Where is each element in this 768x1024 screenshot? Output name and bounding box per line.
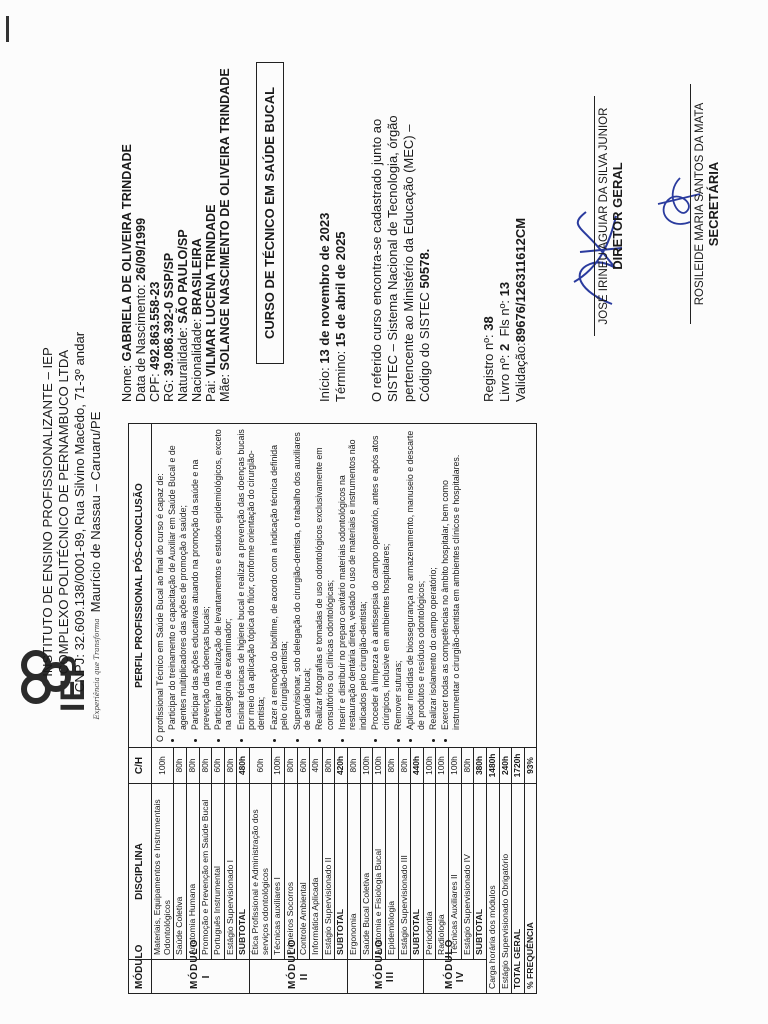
registro-label: Registro nº: <box>481 330 496 402</box>
birth-value: 26/09/1999 <box>134 217 148 281</box>
subtotal-value: 380h <box>474 748 487 784</box>
hours-cell: 40h <box>310 748 323 784</box>
nationality-label: Nacionalidade: <box>190 315 204 402</box>
hours-cell: 80h <box>284 748 297 784</box>
sistec-line-4 <box>418 249 432 402</box>
hours-cell: 100h <box>436 748 449 784</box>
total-value: 1720h <box>512 748 525 784</box>
registry-book <box>498 282 512 402</box>
cpf-value: 492.863.558-23 <box>148 281 162 370</box>
subtotal-label: SUBTOTAL <box>411 784 424 960</box>
discipline-cell: Português Instrumental <box>212 784 225 960</box>
course-title-box: CURSO DE TÉCNICO EM SAÚDE BUCAL <box>256 62 284 364</box>
profile-list <box>167 429 461 742</box>
name-label: Nome: <box>120 361 134 402</box>
subtotal-label: SUBTOTAL <box>237 784 250 960</box>
profile-item: • Ensinar técnicas de higiene bucal e realizar a prevenção das doenças bucais por meio da aplicação tópica do flúor, conforme orientação do cirurgião-dentista; <box>236 429 267 730</box>
total-value: 93% <box>524 748 537 784</box>
punch-mark <box>6 16 9 42</box>
institution-address: CNPJ: 32.609.138/0001-89, Rua Silvino Macêdo, 71-3º andar <box>72 331 87 693</box>
discipline-cell: Periodontia <box>423 784 436 960</box>
rg-label: RG: <box>162 376 176 402</box>
discipline-cell: Estágio Supervisionado III <box>398 784 411 960</box>
subtotal-label: SUBTOTAL <box>474 784 487 960</box>
subtotal-value: 480h <box>237 748 250 784</box>
profile-item: • Inserir e distribuir no preparo cavitário materiais odontológicos na restauração dentária direta, vedado o uso de materiais e instrumentos não indicados pelo cirurgião-dentista; <box>337 429 368 730</box>
start-label: Início: <box>317 363 332 402</box>
institution-city: Maurício de Nassau – Caruaru/PE <box>88 411 103 613</box>
total-label: Estágio Supervisionado Obrigatório <box>499 784 512 994</box>
course-end <box>334 231 348 402</box>
hours-cell: 60h <box>250 748 272 784</box>
module-name: MÓDULO IV <box>423 960 486 994</box>
discipline-cell: Saúde Coletiva <box>174 784 187 960</box>
module-name: MÓDULO II <box>250 960 348 994</box>
header-hours: C/H <box>129 748 152 784</box>
livro-value: 2 <box>497 343 512 351</box>
hours-cell: 80h <box>174 748 187 784</box>
total-label: TOTAL GERAL <box>512 784 525 994</box>
header-module: MÓDULO <box>129 960 152 994</box>
student-rg <box>162 253 176 402</box>
header-discipline: DISCIPLINA <box>129 784 152 960</box>
start-value: 13 de novembro de 2023 <box>317 212 332 364</box>
registro-value: 38 <box>481 316 496 331</box>
hours-cell: 100h <box>373 748 386 784</box>
discipline-cell: Anatomia Humana <box>186 784 199 960</box>
table-header-row <box>129 424 152 994</box>
director-name: JOSÉ IRINEU AGUIAR DA SILVA JUNIOR <box>598 107 610 325</box>
header-profile: PERFIL PROFISSIONAL PÓS-CONCLUSÃO <box>129 424 152 748</box>
folha-label: Fls nº: <box>497 296 512 344</box>
course-start <box>318 213 332 402</box>
module-name: MÓDULO III <box>348 960 424 994</box>
livro-label: Livro nº: <box>497 351 512 402</box>
profile-item: • Realizar fotografias e tomadas de uso odontológicos exclusivamente em consultórios ou clínicas odontológicas; <box>314 429 335 730</box>
profile-item: • Exercer todas as competências no âmbito hospitalar, bem como instrumentar o cirurgião-dentista em ambientes clínicos e hospitalares. <box>440 429 461 730</box>
hours-cell: 60h <box>297 748 310 784</box>
director-signature-line <box>594 96 595 336</box>
sistec-code-value: 50578. <box>417 248 432 289</box>
curriculum-table <box>128 423 537 994</box>
student-birth <box>134 218 148 402</box>
profile-item: • Remover suturas; <box>393 429 403 730</box>
student-naturality <box>176 229 190 402</box>
discipline-cell: Ética Profissional e Administração dos serviços odontológicos <box>250 784 272 960</box>
end-value: 15 de abril de 2025 <box>333 231 348 348</box>
logo-wordmark: IEP <box>54 654 92 712</box>
hours-cell: 100h <box>423 748 436 784</box>
sistec-line-1: O referido curso encontra-se cadastrado junto ao <box>369 118 384 402</box>
discipline-cell: Técnicas auxiliares I <box>272 784 285 960</box>
discipline-cell: Controle Ambiental <box>297 784 310 960</box>
director-role-text: DIRETOR GERAL <box>610 162 625 270</box>
subtotal-label: SUBTOTAL <box>335 784 348 960</box>
naturality-value: SÃO PAULO/SP <box>176 229 190 324</box>
discipline-cell: Saúde Bucal Coletiva <box>360 784 373 960</box>
discipline-cell: Estágio Supervisionado I <box>224 784 237 960</box>
table-body <box>152 424 537 994</box>
father-label: Pai: <box>204 376 218 402</box>
discipline-cell: Radiologia <box>436 784 449 960</box>
discipline-cell: Materiais, Equipamentos e Instrumentais Odontológicos <box>152 784 174 960</box>
hours-cell: 100h <box>272 748 285 784</box>
mother-value: SOLANGE NASCIMENTO DE OLIVEIRA TRINDADE <box>218 68 232 371</box>
profile-item: • Realizar isolamento do campo operatório; <box>428 429 438 730</box>
naturality-label: Naturalidade: <box>176 323 190 402</box>
secretary-signature-line <box>690 84 691 324</box>
hours-cell: 80h <box>385 748 398 784</box>
institution-name: INSTITUTO DE ENSINO PROFISSIONALIZANTE – IEP <box>40 347 55 677</box>
discipline-cell: Ergonomia <box>348 784 361 960</box>
birth-label: Data de Nascimento: <box>134 280 148 402</box>
father-value: VILMAR LUCENA TRINDADE <box>204 204 218 377</box>
registry-number <box>482 316 496 402</box>
hours-cell: 80h <box>398 748 411 784</box>
secretary-name: ROSILEIDE MARIA SANTOS DA MATA <box>694 102 706 306</box>
table-row <box>152 424 174 994</box>
profile-item: • Participar das ações educativas atuando na promoção da saúde e na prevenção das doenças bucais; <box>190 429 211 730</box>
discipline-cell: Promoção e Prevenção em Saúde Bucal <box>199 784 212 960</box>
discipline-cell: Informática Aplicada <box>310 784 323 960</box>
nationality-value: BRASILEIRA <box>190 238 204 316</box>
institution-complex: COMPLEXO POLITÉCNICO DE PERNAMBUCO LTDA <box>56 349 71 675</box>
profile-intro: O profissional Técnico em Saúde Bucal ao final do curso é capaz de: <box>155 473 165 742</box>
profile-item: • Participar do treinamento e capacitação de Auxiliar em Saúde Bucal e de agentes multiplicadores das ações de promoção à saúde; <box>167 429 188 730</box>
end-label: Término: <box>333 347 348 402</box>
total-value: 1480h <box>486 748 499 784</box>
student-name <box>120 144 134 402</box>
secretary-role <box>707 84 722 324</box>
discipline-cell: Estágio Supervisionado II <box>322 784 335 960</box>
professional-profile <box>152 424 537 748</box>
hours-cell: 100h <box>152 748 174 784</box>
discipline-cell: Primeiros Socorros <box>284 784 297 960</box>
student-mother <box>218 68 232 402</box>
student-nationality <box>190 238 204 402</box>
sistec-line-2: SISTEC – Sistema Nacional de Tecnologia, órgão <box>385 115 400 402</box>
hours-cell: 80h <box>322 748 335 784</box>
module-name: MÓDULO I <box>152 960 250 994</box>
sistec-line-3: pertencente ao Ministério da Educação (MEC) – <box>401 124 416 402</box>
profile-item: • Supervisionar, sob delegação do cirurgião-dentista, o trabalho dos auxiliares de saúde bucal; <box>292 429 313 730</box>
discipline-cell: Epidemiologia <box>385 784 398 960</box>
subtotal-value: 440h <box>411 748 424 784</box>
validacao-label: Validação: <box>513 342 528 402</box>
student-father <box>204 204 218 402</box>
hours-cell: 100h <box>360 748 373 784</box>
discipline-cell: Anatomia e Fisiologia Bucal <box>373 784 386 960</box>
profile-item: • Fazer a remoção do biofilme, de acordo com a indicação técnica definida pelo cirurgião-dentista; <box>269 429 290 730</box>
folha-value: 13 <box>497 281 512 297</box>
hours-cell: 80h <box>199 748 212 784</box>
validacao-value: 89676/126311612CM <box>513 217 528 343</box>
director-role <box>611 96 626 336</box>
profile-item: • Proceder à limpeza e à antissepsia do campo operatório, antes e após atos cirúrgicos, inclusive em ambientes hospitalares; <box>370 429 391 730</box>
hours-cell: 80h <box>224 748 237 784</box>
hours-cell: 80h <box>186 748 199 784</box>
sistec-code-label: Código do SISTEC <box>417 288 432 402</box>
total-label: Carga horária dos módulos <box>486 784 499 994</box>
discipline-cell: Técnicas Auxiliares II <box>449 784 462 960</box>
hours-cell: 80h <box>461 748 474 784</box>
logo-tagline: Experiência que Transforma <box>93 618 101 720</box>
cpf-label: CPF: <box>148 369 162 402</box>
profile-item: • Aplicar medidas de biossegurança no armazenamento, manuseio e descarte de produtos e resíduos odontológicos; <box>405 429 426 730</box>
secretary-role-text: SECRETÁRIA <box>706 161 721 247</box>
name-value: GABRIELA DE OLIVEIRA TRINDADE <box>120 144 134 362</box>
registry-validation <box>514 218 528 402</box>
total-label: % FREQUÊNCIA <box>524 784 537 994</box>
profile-item: • Participar na realização de levantamentos e estudos epidemiológicos, exceto na categoria de examinador; <box>213 429 234 730</box>
rg-value: 39.086.392-0 SSP/SP <box>162 252 176 377</box>
hours-cell: 80h <box>348 748 361 784</box>
total-value: 240h <box>499 748 512 784</box>
hours-cell: 60h <box>212 748 225 784</box>
mother-label: Mãe: <box>218 370 232 402</box>
hours-cell: 100h <box>449 748 462 784</box>
discipline-cell: Estágio Supervisionado IV <box>461 784 474 960</box>
subtotal-value: 420h <box>335 748 348 784</box>
student-cpf <box>148 282 162 402</box>
